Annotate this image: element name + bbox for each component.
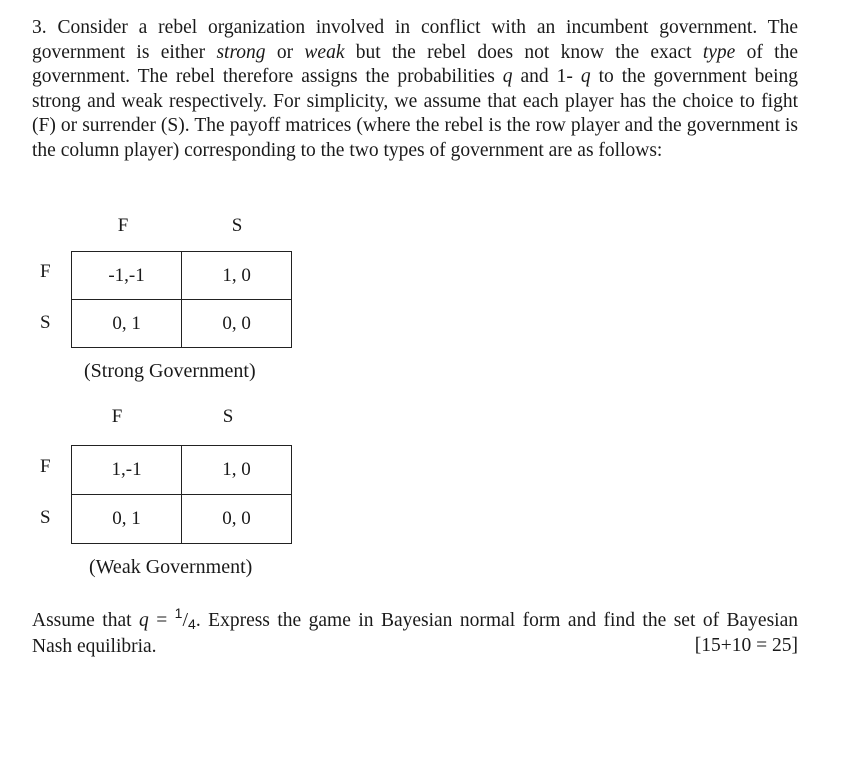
fraction-denominator: 4 — [188, 616, 196, 632]
weak-payoff-matrix — [71, 445, 292, 544]
weak-col-header-s: S — [222, 406, 234, 427]
strong-caption: (Strong Government) — [84, 360, 256, 382]
closing-text: . Express the game in Bayesian normal form and find the set of Bayesian Nash equilibria. — [32, 610, 798, 657]
weak-cell-ff: 1,-1 — [72, 446, 182, 495]
question-instruction — [32, 607, 798, 660]
equals-sign: = — [148, 610, 175, 631]
strong-row-header-f: F — [40, 261, 51, 282]
strong-cell-ff: -1,-1 — [72, 252, 182, 300]
problem-text-part: to the government being strong and weak respectively. For simplicity, we assume that each player has the choice to fight (F) or surrender (S). The payoff matrices (where the rebel is the row player and the government is the column player) corresponding to the two types of government are as follows: — [32, 66, 798, 161]
weak-cell-sf: 0, 1 — [72, 495, 182, 544]
strong-col-header-s: S — [231, 215, 243, 236]
problem-statement — [32, 16, 798, 164]
marks-allocation: [15+10 = 25] — [694, 635, 798, 656]
problem-text-part: or — [265, 41, 305, 63]
problem-text-part: but the rebel does not know the exact — [344, 41, 703, 63]
weak-cell-fs: 1, 0 — [182, 446, 292, 495]
problem-text-part: of the government. The rebel therefore assigns the probabilities — [32, 41, 798, 88]
strong-col-header-f: F — [117, 215, 129, 236]
variable-q: q — [139, 610, 149, 631]
weak-cell-ss: 0, 0 — [182, 495, 292, 544]
weak-col-header-f: F — [111, 406, 123, 427]
weak-row-header-s: S — [40, 507, 51, 528]
weak-row-header-f: F — [40, 456, 51, 477]
closing-text: Assume that — [32, 610, 139, 631]
fraction-numerator: 1 — [174, 605, 183, 621]
term-strong: strong — [216, 41, 266, 63]
problem-text-part: and 1- — [512, 66, 581, 88]
problem-text-part: Consider a rebel organization involved in conflict with an incumbent government. The government is either — [32, 17, 798, 63]
strong-payoff-matrix — [71, 251, 292, 348]
term-type: type — [702, 41, 736, 63]
strong-row-header-s: S — [40, 312, 51, 333]
problem-number: 3. — [32, 17, 47, 38]
variable-q: q — [502, 66, 513, 88]
strong-cell-ss: 0, 0 — [182, 300, 292, 348]
strong-cell-sf: 0, 1 — [72, 300, 182, 348]
term-weak: weak — [304, 41, 345, 63]
variable-q: q — [580, 66, 591, 88]
weak-caption: (Weak Government) — [89, 556, 253, 578]
strong-cell-fs: 1, 0 — [182, 252, 292, 300]
fraction-slash: / — [182, 609, 189, 631]
